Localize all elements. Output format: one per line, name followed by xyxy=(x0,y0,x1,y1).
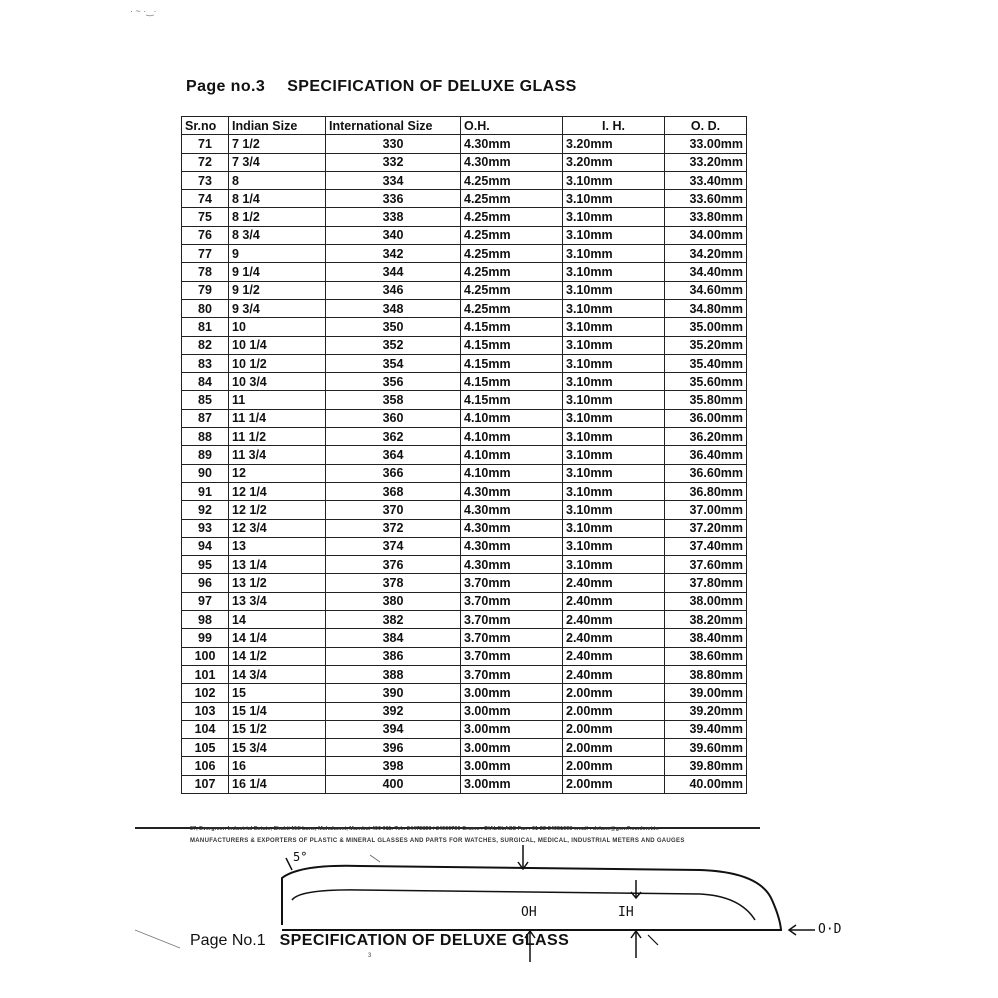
cell-sr-no: 102 xyxy=(182,684,229,702)
cell-international-size: 376 xyxy=(326,556,461,574)
cell-international-size: 394 xyxy=(326,720,461,738)
cell-sr-no: 98 xyxy=(182,611,229,629)
bottom-page-label: Page No.1 xyxy=(190,932,266,949)
cell-od: 34.20mm xyxy=(665,245,747,263)
cell-ih: 2.40mm xyxy=(563,665,665,683)
cell-indian-size: 12 3/4 xyxy=(229,519,326,537)
cell-ih: 3.10mm xyxy=(563,464,665,482)
cell-ih: 2.00mm xyxy=(563,775,665,793)
cell-oh: 4.10mm xyxy=(461,428,563,446)
cell-od: 34.80mm xyxy=(665,299,747,317)
scan-mark xyxy=(135,930,180,948)
cell-indian-size: 11 1/4 xyxy=(229,409,326,427)
cell-oh: 4.30mm xyxy=(461,501,563,519)
cell-international-size: 354 xyxy=(326,354,461,372)
cell-indian-size: 9 3/4 xyxy=(229,299,326,317)
cell-od: 36.80mm xyxy=(665,482,747,500)
cell-international-size: 392 xyxy=(326,702,461,720)
cell-oh: 3.70mm xyxy=(461,592,563,610)
cell-international-size: 336 xyxy=(326,190,461,208)
cell-indian-size: 15 3/4 xyxy=(229,739,326,757)
cell-indian-size: 7 3/4 xyxy=(229,153,326,171)
footer-address: 37, Evergreen Industrial Estate, Shakti Mill Lane, Mahalaxmi, Mumbai-400 011. Tel.: 24473838 / 24960796 Grams : DIALGLASS Fax : 91-22-24951698 email : deluxe@gem7.vsnl.net.in xyxy=(190,826,659,832)
cell-international-size: 364 xyxy=(326,446,461,464)
cell-od: 34.00mm xyxy=(665,226,747,244)
cell-indian-size: 13 1/2 xyxy=(229,574,326,592)
cell-ih: 2.00mm xyxy=(563,757,665,775)
ih-stroke xyxy=(648,935,658,945)
header-sr-no: Sr.no xyxy=(182,117,229,135)
cell-international-size: 346 xyxy=(326,281,461,299)
cell-od: 39.60mm xyxy=(665,739,747,757)
cell-sr-no: 83 xyxy=(182,354,229,372)
cell-od: 35.40mm xyxy=(665,354,747,372)
cell-indian-size: 9 1/2 xyxy=(229,281,326,299)
cell-sr-no: 88 xyxy=(182,428,229,446)
cell-international-size: 368 xyxy=(326,482,461,500)
oh-label: OH xyxy=(521,905,537,920)
cell-oh: 4.15mm xyxy=(461,354,563,372)
cell-od: 33.20mm xyxy=(665,153,747,171)
cell-oh: 4.30mm xyxy=(461,556,563,574)
cell-sr-no: 89 xyxy=(182,446,229,464)
cell-od: 38.60mm xyxy=(665,647,747,665)
angle-label: 5° xyxy=(293,850,308,864)
cell-indian-size: 10 1/4 xyxy=(229,336,326,354)
cell-indian-size: 9 1/4 xyxy=(229,263,326,281)
cell-indian-size: 12 1/4 xyxy=(229,482,326,500)
cell-od: 34.40mm xyxy=(665,263,747,281)
cell-sr-no: 80 xyxy=(182,299,229,317)
cell-ih: 3.10mm xyxy=(563,556,665,574)
cell-ih: 3.10mm xyxy=(563,537,665,555)
cell-sr-no: 87 xyxy=(182,409,229,427)
cell-ih: 3.10mm xyxy=(563,208,665,226)
cell-od: 39.20mm xyxy=(665,702,747,720)
cell-od: 38.80mm xyxy=(665,665,747,683)
cell-indian-size: 15 1/4 xyxy=(229,702,326,720)
cell-indian-size: 7 1/2 xyxy=(229,135,326,153)
cell-oh: 4.25mm xyxy=(461,245,563,263)
cell-od: 39.00mm xyxy=(665,684,747,702)
header-ih: I. H. xyxy=(563,117,665,135)
cell-od: 35.20mm xyxy=(665,336,747,354)
cell-ih: 2.40mm xyxy=(563,647,665,665)
cell-sr-no: 72 xyxy=(182,153,229,171)
cell-od: 37.60mm xyxy=(665,556,747,574)
cell-oh: 4.25mm xyxy=(461,208,563,226)
cell-od: 33.60mm xyxy=(665,190,747,208)
cell-od: 35.00mm xyxy=(665,318,747,336)
cell-international-size: 360 xyxy=(326,409,461,427)
cell-ih: 3.10mm xyxy=(563,299,665,317)
cell-sr-no: 81 xyxy=(182,318,229,336)
cell-oh: 4.25mm xyxy=(461,281,563,299)
cell-ih: 3.10mm xyxy=(563,501,665,519)
cell-oh: 4.30mm xyxy=(461,482,563,500)
cell-international-size: 380 xyxy=(326,592,461,610)
cell-international-size: 334 xyxy=(326,171,461,189)
cell-oh: 4.30mm xyxy=(461,537,563,555)
cell-od: 37.00mm xyxy=(665,501,747,519)
cell-international-size: 366 xyxy=(326,464,461,482)
cell-od: 38.20mm xyxy=(665,611,747,629)
cell-sr-no: 90 xyxy=(182,464,229,482)
cell-oh: 4.30mm xyxy=(461,519,563,537)
footer-tagline: MANUFACTURERS & EXPORTERS OF PLASTIC & MINERAL GLASSES AND PARTS FOR WATCHES, SURGICAL, MEDICAL, INDUSTRIAL METERS AND GAUGES xyxy=(190,838,685,844)
cell-indian-size: 15 1/2 xyxy=(229,720,326,738)
cell-od: 36.00mm xyxy=(665,409,747,427)
cell-ih: 3.20mm xyxy=(563,153,665,171)
cell-indian-size: 8 3/4 xyxy=(229,226,326,244)
cell-ih: 2.00mm xyxy=(563,720,665,738)
cell-ih: 3.10mm xyxy=(563,190,665,208)
cell-od: 36.40mm xyxy=(665,446,747,464)
cell-sr-no: 97 xyxy=(182,592,229,610)
ih-label: IH xyxy=(618,905,634,920)
cell-indian-size: 10 1/2 xyxy=(229,354,326,372)
cell-oh: 4.10mm xyxy=(461,464,563,482)
cell-international-size: 356 xyxy=(326,373,461,391)
cell-ih: 3.20mm xyxy=(563,135,665,153)
cell-oh: 4.10mm xyxy=(461,409,563,427)
angle-mark xyxy=(286,858,292,870)
cell-oh: 3.00mm xyxy=(461,702,563,720)
cell-oh: 4.25mm xyxy=(461,263,563,281)
cell-oh: 4.15mm xyxy=(461,373,563,391)
cell-od: 33.00mm xyxy=(665,135,747,153)
cell-od: 37.20mm xyxy=(665,519,747,537)
cell-sr-no: 101 xyxy=(182,665,229,683)
cell-sr-no: 103 xyxy=(182,702,229,720)
cell-international-size: 398 xyxy=(326,757,461,775)
cell-od: 36.20mm xyxy=(665,428,747,446)
cell-sr-no: 75 xyxy=(182,208,229,226)
cell-ih: 3.10mm xyxy=(563,245,665,263)
cell-indian-size: 14 1/2 xyxy=(229,647,326,665)
od-label: O·D xyxy=(818,922,842,937)
cell-sr-no: 71 xyxy=(182,135,229,153)
cell-sr-no: 105 xyxy=(182,739,229,757)
cell-ih: 3.10mm xyxy=(563,336,665,354)
cell-international-size: 372 xyxy=(326,519,461,537)
cell-sr-no: 79 xyxy=(182,281,229,299)
document-title: SPECIFICATION OF DELUXE GLASS xyxy=(287,78,577,95)
cell-sr-no: 93 xyxy=(182,519,229,537)
cell-indian-size: 13 3/4 xyxy=(229,592,326,610)
cell-indian-size: 11 1/2 xyxy=(229,428,326,446)
cell-international-size: 388 xyxy=(326,665,461,683)
cell-ih: 3.10mm xyxy=(563,354,665,372)
header-international-size: International Size xyxy=(326,117,461,135)
cell-ih: 3.10mm xyxy=(563,373,665,391)
cell-sr-no: 96 xyxy=(182,574,229,592)
cell-oh: 3.00mm xyxy=(461,720,563,738)
cell-international-size: 348 xyxy=(326,299,461,317)
scan-speck: · ~ ·‿· xyxy=(130,6,157,16)
cell-od: 39.80mm xyxy=(665,757,747,775)
cell-od: 40.00mm xyxy=(665,775,747,793)
cell-ih: 3.10mm xyxy=(563,446,665,464)
cell-sr-no: 91 xyxy=(182,482,229,500)
cell-ih: 2.40mm xyxy=(563,629,665,647)
cell-sr-no: 77 xyxy=(182,245,229,263)
bottom-title xyxy=(190,932,569,950)
cell-sr-no: 76 xyxy=(182,226,229,244)
cell-indian-size: 8 xyxy=(229,171,326,189)
cell-sr-no: 84 xyxy=(182,373,229,391)
cell-international-size: 382 xyxy=(326,611,461,629)
cell-ih: 3.10mm xyxy=(563,482,665,500)
cell-od: 35.60mm xyxy=(665,373,747,391)
cell-oh: 4.25mm xyxy=(461,171,563,189)
cell-sr-no: 82 xyxy=(182,336,229,354)
cell-sr-no: 78 xyxy=(182,263,229,281)
cell-oh: 3.70mm xyxy=(461,629,563,647)
cell-oh: 4.30mm xyxy=(461,135,563,153)
cell-ih: 3.10mm xyxy=(563,318,665,336)
cell-oh: 3.00mm xyxy=(461,684,563,702)
cell-indian-size: 11 3/4 xyxy=(229,446,326,464)
cell-international-size: 390 xyxy=(326,684,461,702)
cell-ih: 3.10mm xyxy=(563,409,665,427)
cell-international-size: 378 xyxy=(326,574,461,592)
cell-oh: 3.70mm xyxy=(461,574,563,592)
cell-od: 33.80mm xyxy=(665,208,747,226)
cell-oh: 3.00mm xyxy=(461,739,563,757)
cell-international-size: 386 xyxy=(326,647,461,665)
bottom-document-title: SPECIFICATION OF DELUXE GLASS xyxy=(279,932,570,949)
cell-ih: 3.10mm xyxy=(563,391,665,409)
cell-od: 37.40mm xyxy=(665,537,747,555)
cell-indian-size: 13 xyxy=(229,537,326,555)
cell-od: 34.60mm xyxy=(665,281,747,299)
cell-international-size: 400 xyxy=(326,775,461,793)
cell-sr-no: 106 xyxy=(182,757,229,775)
cell-od: 36.60mm xyxy=(665,464,747,482)
cell-international-size: 352 xyxy=(326,336,461,354)
cell-international-size: 370 xyxy=(326,501,461,519)
cell-od: 38.00mm xyxy=(665,592,747,610)
cell-indian-size: 12 xyxy=(229,464,326,482)
cell-sr-no: 85 xyxy=(182,391,229,409)
cell-indian-size: 8 1/2 xyxy=(229,208,326,226)
cell-sr-no: 100 xyxy=(182,647,229,665)
cell-ih: 2.00mm xyxy=(563,684,665,702)
cell-oh: 4.15mm xyxy=(461,391,563,409)
cell-oh: 4.25mm xyxy=(461,190,563,208)
cell-sr-no: 94 xyxy=(182,537,229,555)
cell-oh: 4.15mm xyxy=(461,318,563,336)
cell-oh: 3.70mm xyxy=(461,665,563,683)
cell-od: 38.40mm xyxy=(665,629,747,647)
cell-oh: 4.10mm xyxy=(461,446,563,464)
cell-international-size: 362 xyxy=(326,428,461,446)
cell-international-size: 374 xyxy=(326,537,461,555)
cell-oh: 3.00mm xyxy=(461,757,563,775)
page-label: Page no.3 xyxy=(186,78,266,95)
glass-profile-outline xyxy=(282,866,781,930)
cell-od: 37.80mm xyxy=(665,574,747,592)
header-indian-size: Indian Size xyxy=(229,117,326,135)
cell-sr-no: 104 xyxy=(182,720,229,738)
cell-oh: 4.30mm xyxy=(461,153,563,171)
cell-sr-no: 95 xyxy=(182,556,229,574)
cell-indian-size: 15 xyxy=(229,684,326,702)
cell-indian-size: 10 3/4 xyxy=(229,373,326,391)
cell-od: 35.80mm xyxy=(665,391,747,409)
cell-ih: 3.10mm xyxy=(563,281,665,299)
cell-od: 39.40mm xyxy=(665,720,747,738)
cell-indian-size: 11 xyxy=(229,391,326,409)
header-od: O. D. xyxy=(665,117,747,135)
cell-oh: 3.70mm xyxy=(461,611,563,629)
cell-ih: 3.10mm xyxy=(563,428,665,446)
cell-indian-size: 13 1/4 xyxy=(229,556,326,574)
cell-sr-no: 92 xyxy=(182,501,229,519)
cell-indian-size: 10 xyxy=(229,318,326,336)
cell-sr-no: 74 xyxy=(182,190,229,208)
cell-sr-no: 99 xyxy=(182,629,229,647)
page-number: 3 xyxy=(368,953,372,959)
cell-indian-size: 14 1/4 xyxy=(229,629,326,647)
cell-international-size: 358 xyxy=(326,391,461,409)
cell-indian-size: 12 1/2 xyxy=(229,501,326,519)
cell-international-size: 344 xyxy=(326,263,461,281)
cell-od: 33.40mm xyxy=(665,171,747,189)
cell-international-size: 330 xyxy=(326,135,461,153)
cell-oh: 3.00mm xyxy=(461,775,563,793)
cell-sr-no: 107 xyxy=(182,775,229,793)
cell-oh: 4.25mm xyxy=(461,226,563,244)
cell-oh: 3.70mm xyxy=(461,647,563,665)
cell-oh: 4.15mm xyxy=(461,336,563,354)
cell-ih: 2.40mm xyxy=(563,611,665,629)
cell-indian-size: 16 xyxy=(229,757,326,775)
cell-indian-size: 9 xyxy=(229,245,326,263)
cell-indian-size: 14 3/4 xyxy=(229,665,326,683)
cell-indian-size: 14 xyxy=(229,611,326,629)
cell-international-size: 332 xyxy=(326,153,461,171)
cell-ih: 2.40mm xyxy=(563,574,665,592)
cell-international-size: 340 xyxy=(326,226,461,244)
cell-ih: 3.10mm xyxy=(563,171,665,189)
header-oh: O.H. xyxy=(461,117,563,135)
cell-international-size: 384 xyxy=(326,629,461,647)
cell-international-size: 396 xyxy=(326,739,461,757)
cell-ih: 2.40mm xyxy=(563,592,665,610)
cell-sr-no: 73 xyxy=(182,171,229,189)
cell-international-size: 338 xyxy=(326,208,461,226)
cell-ih: 3.10mm xyxy=(563,519,665,537)
scan-mark xyxy=(370,855,380,862)
cell-ih: 3.10mm xyxy=(563,226,665,244)
cell-indian-size: 8 1/4 xyxy=(229,190,326,208)
cell-oh: 4.25mm xyxy=(461,299,563,317)
cell-ih: 3.10mm xyxy=(563,263,665,281)
cell-indian-size: 16 1/4 xyxy=(229,775,326,793)
cell-ih: 2.00mm xyxy=(563,702,665,720)
cell-international-size: 350 xyxy=(326,318,461,336)
cell-ih: 2.00mm xyxy=(563,739,665,757)
cell-international-size: 342 xyxy=(326,245,461,263)
